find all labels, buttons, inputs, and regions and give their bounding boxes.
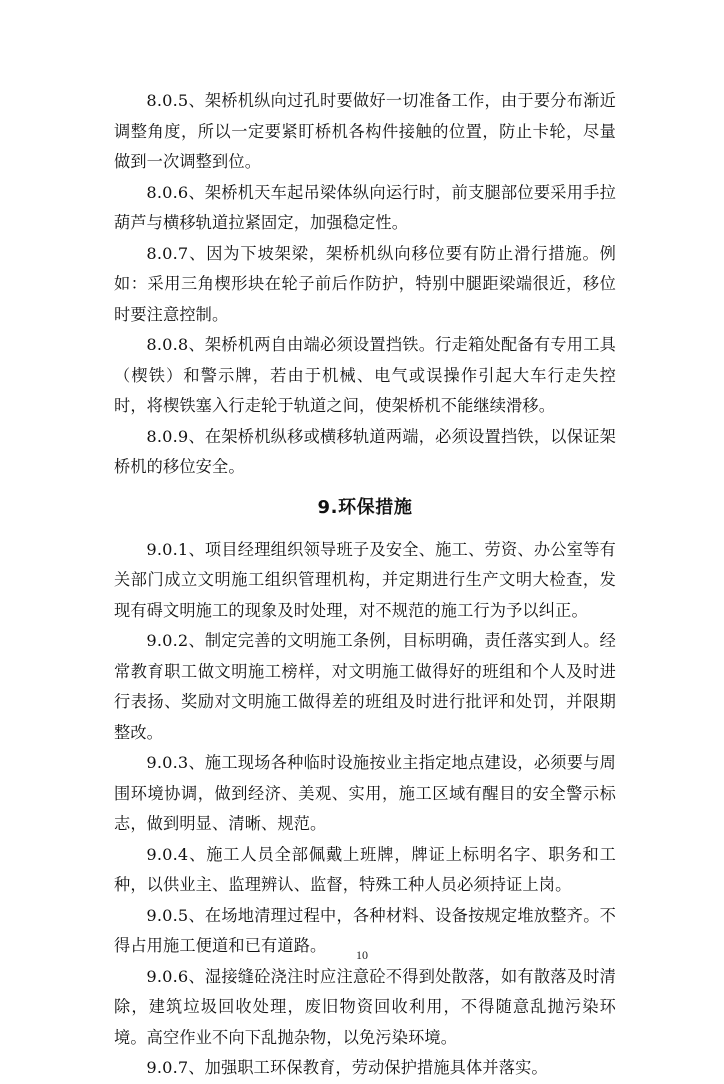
page-number: 10: [356, 948, 368, 962]
document-body: [114, 86, 616, 1084]
paragraph-9-0-3: 9.0.3、施工现场各种临时设施按业主指定地点建设，必须要与周围环境协调，做到经济、美观、实用，施工区域有醒目的安全警示标志，做到明显、清晰、规范。: [114, 753, 616, 833]
paragraph-9-0-7: 9.0.7、加强职工环保教育，劳动保护措施具体并落实。: [146, 1058, 548, 1077]
paragraph-9-0-6: 9.0.6、湿接缝砼浇注时应注意砼不得到处散落，如有散落及时清除，建筑垃圾回收处理，废旧物资回收利用，不得随意乱抛污染环境。高空作业不向下乱抛杂物，以免污染环境。: [114, 966, 616, 1047]
paragraph-8-0-9: 8.0.9、在架桥机纵移或横移轨道两端，必须设置挡铁，以保证架桥机的移位安全。: [114, 426, 616, 476]
paragraph-8-0-8: 8.0.8、架桥机两自由端必须设置挡铁。行走箱处配备有专用工具（楔铁）和警示牌，若由于机械、电气或误操作引起大车行走失控时，将楔铁塞入行走轮于轨道之间，使架桥机不能继续滑移。: [114, 335, 616, 415]
paragraph-8-0-7: 8.0.7、因为下坡架梁，架桥机纵向移位要有防止滑行措施。例如：采用三角楔形块在轮子前后作防护，特别中腿距梁端很近，移位时要注意控制。: [114, 243, 616, 324]
paragraph-9-0-4: 9.0.4、施工人员全部佩戴上班牌，牌证上标明名字、职务和工种，以供业主、监理辨认、监督，特殊工种人员必须持证上岗。: [114, 844, 616, 894]
paragraph-9-0-1: 9.0.1、项目经理组织领导班子及安全、施工、劳资、办公室等有关部门成立文明施工组织管理机构，并定期进行生产文明大检查，发现有碍文明施工的现象及时处理，对不规范的施工行为予以纠正。: [114, 539, 616, 620]
paragraph-8-0-6: 8.0.6、架桥机天车起吊梁体纵向运行时，前支腿部位要采用手拉葫芦与横移轨道拉紧固定，加强稳定性。: [114, 182, 616, 232]
section-9-heading: 9.环保措施: [317, 496, 413, 518]
paragraph-9-0-5: 9.0.5、在场地清理过程中，各种材料、设备按规定堆放整齐。不得占用施工便道和已有道路。: [114, 905, 616, 955]
paragraph-9-0-2: 9.0.2、制定完善的文明施工条例，目标明确，责任落实到人。经常教育职工做文明施工榜样，对文明施工做得好的班组和个人及时进行表扬、奖励对文明施工做得差的班组及时进行批评和处罚，并限期整改。: [114, 631, 616, 742]
paragraph-8-0-5: 8.0.5、架桥机纵向过孔时要做好一切准备工作，由于要分布渐近调整角度，所以一定要紧盯桥机各构件接触的位置，防止卡轮，尽量做到一次调整到位。: [114, 91, 616, 171]
